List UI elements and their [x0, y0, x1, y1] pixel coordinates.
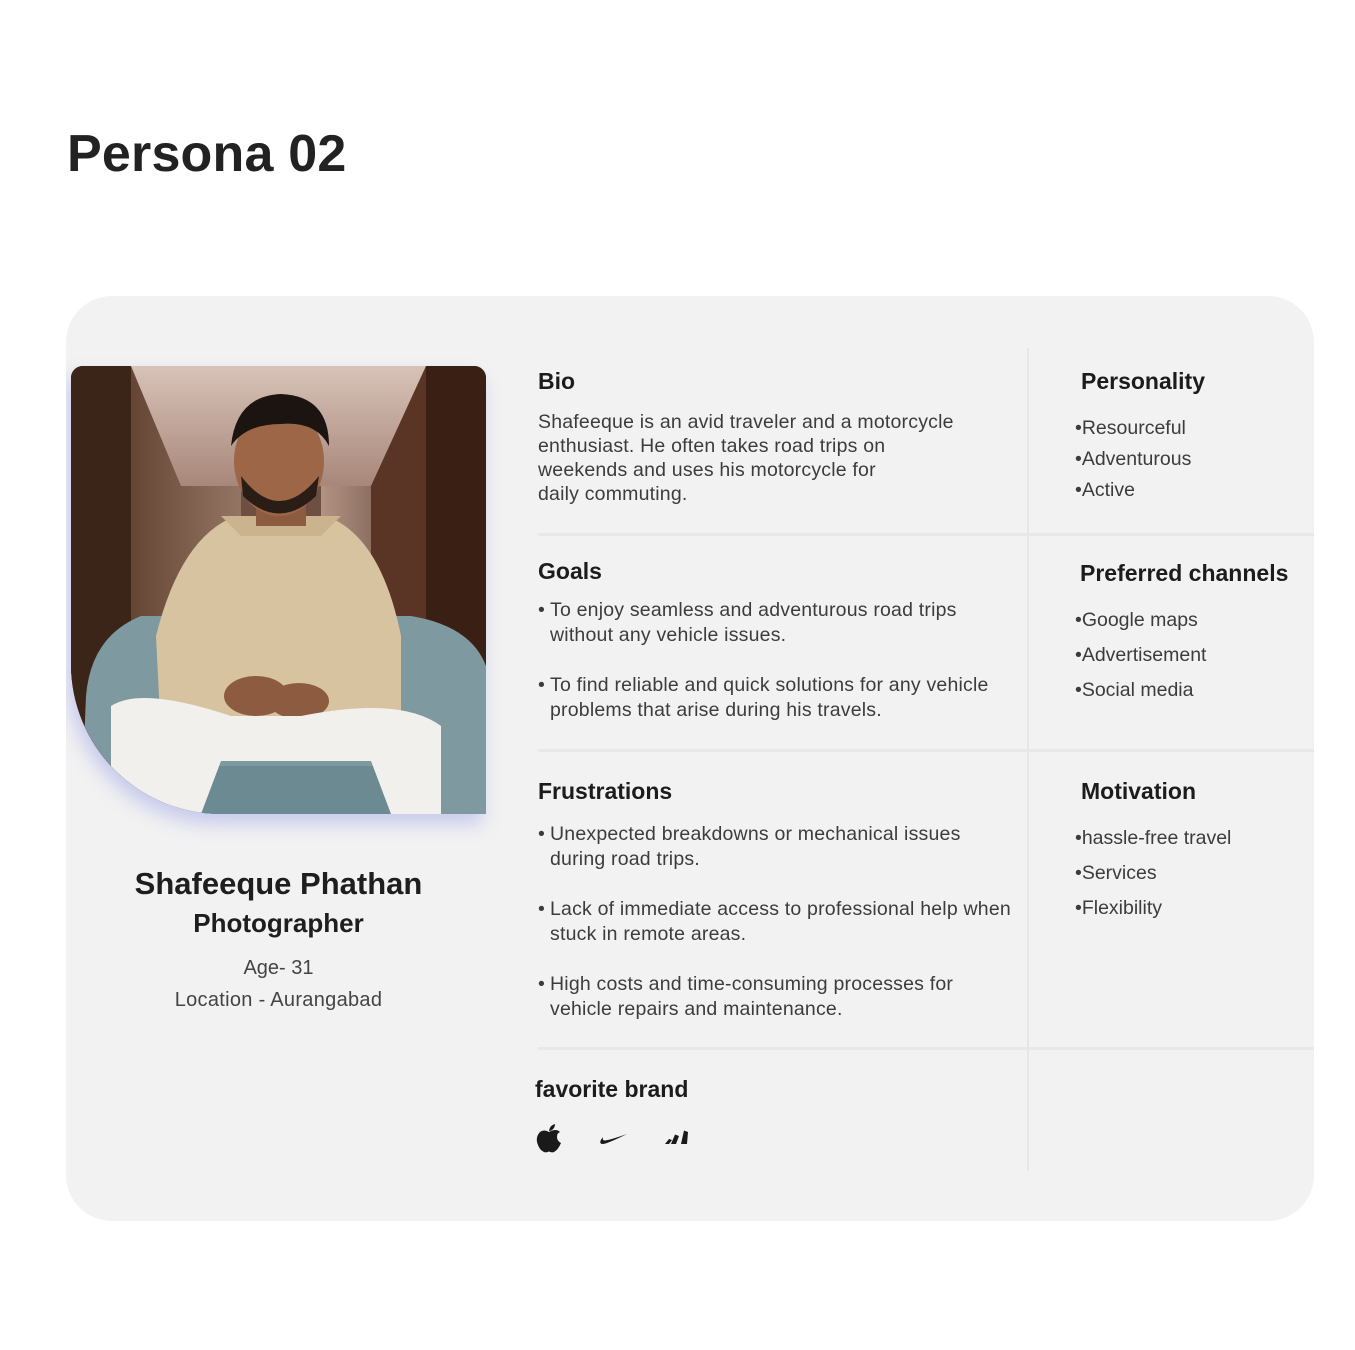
list-item: •Services: [1075, 862, 1157, 884]
frustration-item: [538, 822, 1018, 872]
bio-line: Shafeeque is an avid traveler and a motorcycle: [538, 411, 954, 433]
profile-age: Age- 31: [243, 957, 314, 979]
goal-text: To find reliable and quick solutions for any vehicle problems that arise during his travels.: [550, 674, 989, 721]
brand-icons: [536, 1123, 692, 1158]
goal-item: [538, 673, 1018, 723]
list-item: •hassle-free travel: [1075, 827, 1232, 849]
list-item: •Active: [1075, 479, 1135, 501]
channels-list: [1075, 608, 1206, 713]
motivation-title: Motivation: [1081, 778, 1196, 804]
list-item: •Google maps: [1075, 609, 1198, 631]
list-item: •Resourceful: [1075, 417, 1186, 439]
profile-role: Photographer: [193, 908, 364, 938]
apple-logo-icon: [536, 1123, 562, 1158]
persona-card: [66, 296, 1314, 1221]
bio-title: Bio: [538, 368, 576, 394]
row-divider: [538, 749, 1027, 752]
favorite-brand-title: favorite brand: [535, 1076, 689, 1102]
list-item: •Advertisement: [1075, 644, 1207, 666]
row-divider: [538, 533, 1027, 536]
bullet-dot: •: [538, 823, 546, 845]
profile-info: [71, 866, 486, 1012]
list-item: •Flexibility: [1075, 897, 1163, 919]
profile-name: Shafeeque Phathan: [134, 866, 423, 901]
bullet-dot: •: [538, 898, 546, 920]
bullet-dot: •: [538, 599, 546, 621]
goal-item: [538, 598, 1018, 648]
goal-text: To enjoy seamless and adventurous road trips without any vehicle issues.: [550, 599, 957, 646]
row-divider: [1029, 1047, 1314, 1050]
bullet-dot: •: [538, 674, 546, 696]
frustration-item: [538, 972, 1018, 1022]
adidas-logo-icon: [664, 1130, 692, 1151]
nike-swoosh-icon: [598, 1131, 628, 1150]
row-divider: [1029, 533, 1314, 536]
frustration-text: High costs and time-consuming processes for vehicle repairs and maintenance.: [550, 973, 954, 1020]
row-divider: [538, 1047, 1027, 1050]
bio-line: daily commuting.: [538, 483, 688, 505]
personality-list: [1075, 416, 1191, 509]
goals-title: Goals: [538, 558, 602, 584]
row-divider: [1029, 749, 1314, 752]
preferred-channels-title: Preferred channels: [1080, 560, 1289, 586]
list-item: •Social media: [1075, 679, 1194, 701]
persona-photo: [71, 366, 486, 814]
frustration-item: [538, 897, 1018, 947]
frustration-text: Lack of immediate access to professional help when stuck in remote areas.: [550, 898, 1011, 945]
bullet-dot: •: [538, 973, 546, 995]
motivation-list: [1075, 826, 1231, 931]
profile-location: Location - Aurangabad: [174, 989, 383, 1011]
bio-text: [538, 410, 998, 506]
frustration-text: Unexpected breakdowns or mechanical issues during road trips.: [550, 823, 961, 870]
frustrations-title: Frustrations: [538, 778, 673, 804]
bio-line: enthusiast. He often takes road trips on: [538, 435, 886, 457]
page-title: Persona 02: [67, 125, 347, 183]
bio-line: weekends and uses his motorcycle for: [538, 459, 876, 481]
personality-title: Personality: [1081, 368, 1205, 394]
list-item: •Adventurous: [1075, 448, 1192, 470]
